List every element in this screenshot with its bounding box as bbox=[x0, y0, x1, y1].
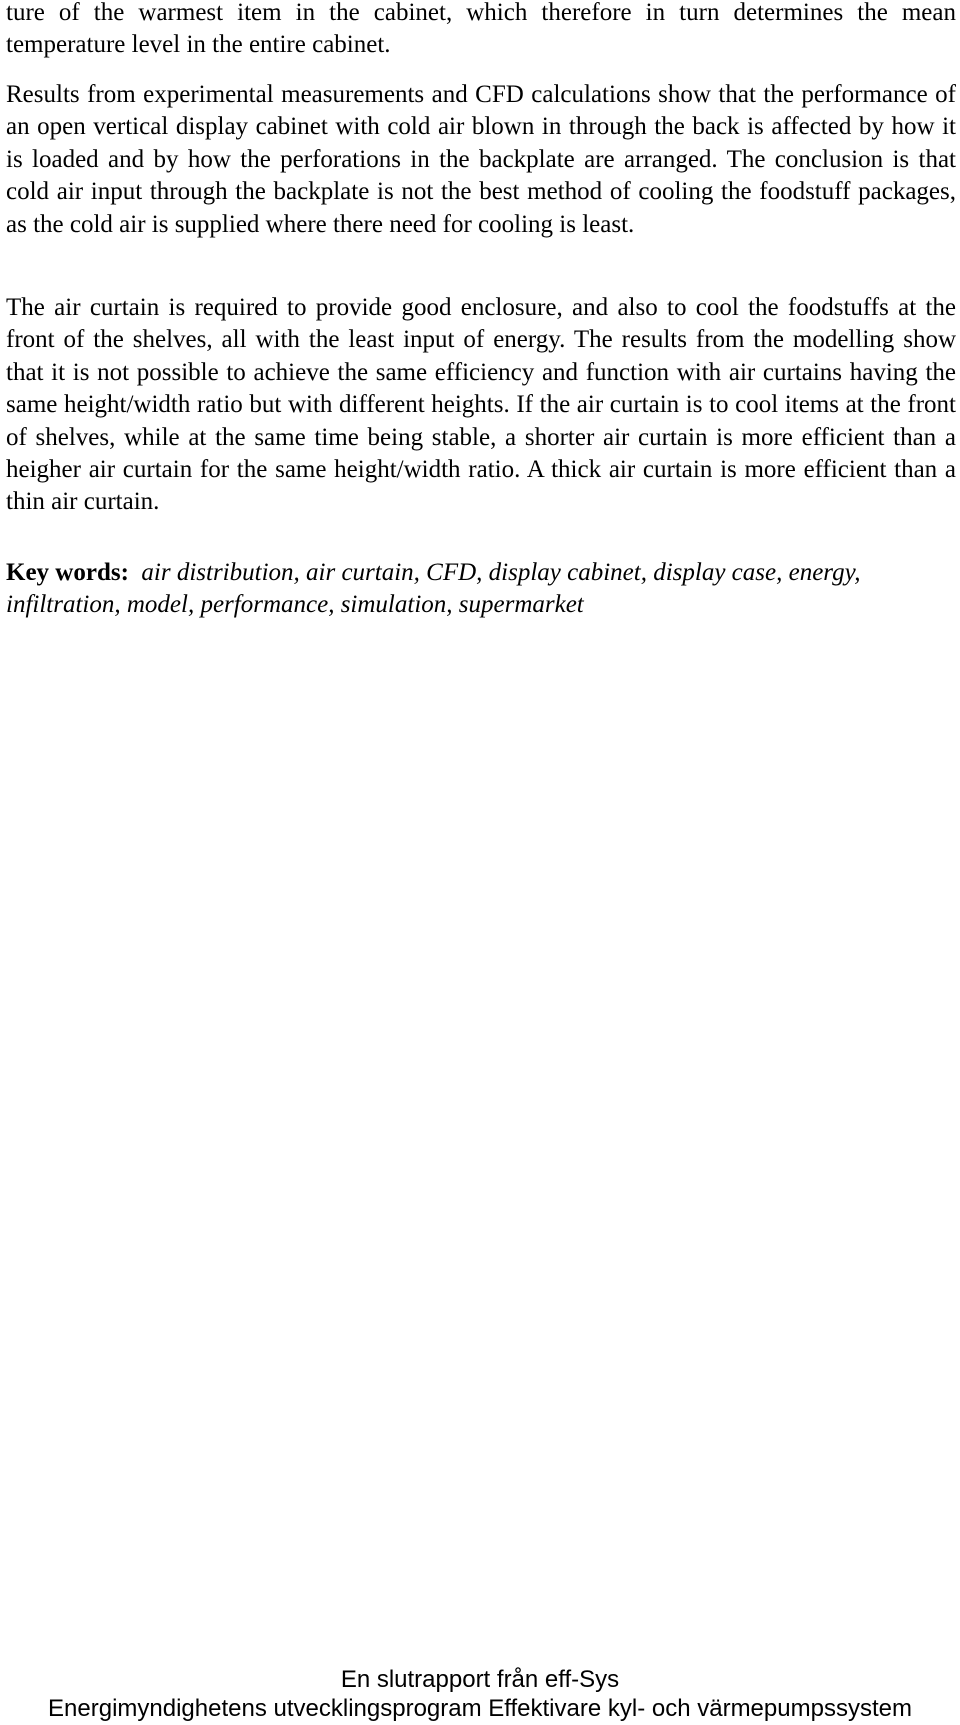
keywords-label: Key words: bbox=[6, 559, 129, 586]
footer-report-title: En slutrapport från eff-Sys bbox=[340, 1666, 620, 1693]
footer-program-name: Energimyndighetens utvecklingsprogram Effektivare kyl- och värmepumpssystem bbox=[48, 1695, 912, 1722]
paragraph-air-curtain: The air curtain is required to provide good enclosure, and also to cool the foodstuffs at the front of the shelves, all with the least input of energy. The results from the modelling show that it is not possible to achieve the same efficiency and function with air curtains having the same height/width ratio but with different heights. If the air curtain is to cool items at the front of shelves, while at the same time being stable, a shorter air curtain is more efficient than a heigher air curtain for the same height/width ratio. A thick air curtain is more efficient than a thin air curtain. bbox=[6, 294, 956, 516]
keywords-line bbox=[6, 557, 956, 622]
paragraph-continued: ture of the warmest item in the cabinet, which therefore in turn determines the mean temperature level in the entire cabinet. bbox=[6, 0, 956, 59]
keywords-list: air distribution, air curtain, CFD, display cabinet, display case, energy, infiltration, model, performance, simulation, supermarket bbox=[6, 559, 861, 619]
paragraph-results: Results from experimental measurements and CFD calculations show that the performance of an open vertical display cabinet with cold air blown in through the back is affected by how it is loaded and by how the perforations in the backplate are arranged. The conclusion is that cold air input through the backplate is not the best method of cooling the foodstuff packages, as the cold air is supplied where there need for cooling is least. bbox=[6, 81, 956, 238]
